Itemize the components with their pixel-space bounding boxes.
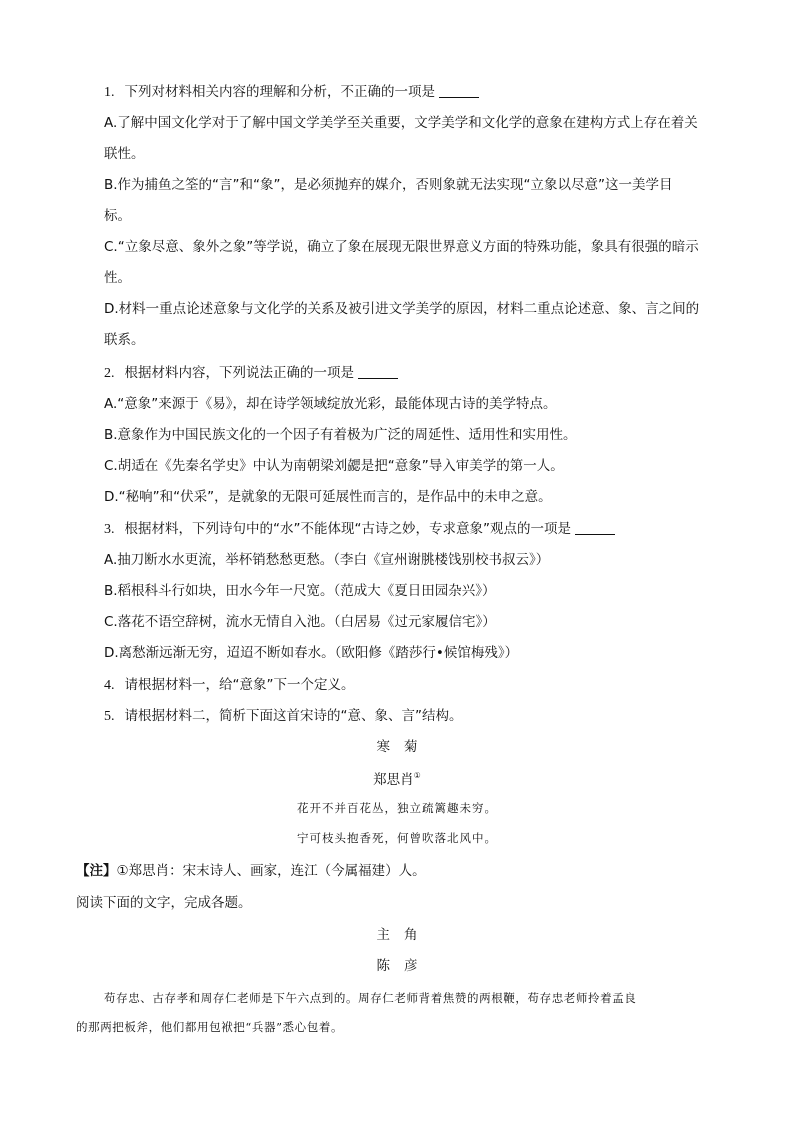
option-d-line-2: 联系。 xyxy=(104,332,145,348)
note-label: 【注】 xyxy=(76,863,117,879)
answer-blank[interactable] xyxy=(575,520,615,535)
story-paragraph-line-2: 的那两把板斧，他们都用包袱把“兵器”悉心包着。 xyxy=(76,1020,344,1034)
option-a: A.抽刀断水水更流，举杯销愁愁更愁。（李白《宣州谢朓楼饯别校书叔云》） xyxy=(104,552,550,568)
question-number: 4. xyxy=(104,678,115,693)
poem-author: 郑思肖① xyxy=(373,771,421,788)
answer-blank[interactable] xyxy=(358,364,398,379)
question-5-stem: 5. 请根据材料二，简析下面这首宋诗的“意、象、言”结构。 xyxy=(104,706,463,727)
question-4-stem: 4. 请根据材料一，给“意象”下一个定义。 xyxy=(104,675,355,696)
option-c: C.落花不语空辞树，流水无情自入池。（白居易《过元家履信宅》） xyxy=(104,614,496,630)
story-paragraph-line-1: 苟存忠、古存孝和周存仁老师是下午六点到的。周存仁老师背着焦赞的两根鞭，苟存忠老师拎着孟良 xyxy=(104,991,637,1005)
question-number: 1. xyxy=(104,85,115,100)
question-number: 2. xyxy=(104,366,115,381)
question-1-stem: 1. 下列对材料相关内容的理解和分析，不正确的一项是 xyxy=(104,82,479,103)
option-b: B.意象作为中国民族文化的一个因子有着极为广泛的周延性、适用性和实用性。 xyxy=(104,427,577,443)
option-d: D.离愁渐远渐无穷，迢迢不断如春水。（欧阳修《踏莎行•候馆梅残》） xyxy=(104,645,519,661)
footnote-marker[interactable]: ① xyxy=(413,771,421,780)
option-b: B.稻根科斗行如块，田水今年一尺宽。（范成大《夏日田园杂兴》） xyxy=(104,583,496,599)
question-2-stem: 2. 根据材料内容，下列说法正确的一项是 xyxy=(104,363,398,384)
option-b-line-1: B.作为捕鱼之筌的“言”和“象”，是必须抛弃的媒介，否则象就无法实现“立象以尽意”这一美学目 xyxy=(104,177,673,193)
option-d: D.“秘响”和“伏采”，是就象的无限可延展性而言的，是作品中的未申之意。 xyxy=(104,489,552,505)
footnote: 【注】①郑思肖：宋末诗人、画家，连江（今属福建）人。 xyxy=(76,863,426,879)
question-number: 5. xyxy=(104,709,115,724)
story-title: 主角 xyxy=(376,927,432,943)
option-b-line-2: 标。 xyxy=(104,208,131,224)
option-c: C.胡适在《先秦名学史》中认为南朝梁刘勰是把“意象”导入审美学的第一人。 xyxy=(104,458,564,474)
option-a-line-2: 联性。 xyxy=(104,146,145,162)
poem-title: 寒菊 xyxy=(376,739,432,755)
poem-line-2: 宁可枝头抱香死，何曾吹落北风中。 xyxy=(297,831,497,845)
option-c-line-2: 性。 xyxy=(104,270,131,286)
reading-instruction: 阅读下面的文字，完成各题。 xyxy=(76,895,252,911)
question-number: 3. xyxy=(104,522,115,537)
option-a-line-1: A.了解中国文化学对于了解中国文学美学至关重要，文学美学和文化学的意象在建构方式上存在着关 xyxy=(104,115,698,131)
option-d-line-1: D.材料一重点论述意象与文化学的关系及被引进文学美学的原因，材料二重点论述意、象、言之间的 xyxy=(104,301,700,317)
option-c-line-1: C.“立象尽意、象外之象”等学说，确立了象在展现无限世界意义方面的特殊功能，象具有很强的暗示 xyxy=(104,239,699,255)
option-a: A.“意象”来源于《易》，却在诗学领域绽放光彩，最能体现古诗的美学特点。 xyxy=(104,396,557,412)
story-author: 陈彦 xyxy=(376,958,432,974)
answer-blank[interactable] xyxy=(439,83,479,98)
question-3-stem: 3. 根据材料，下列诗句中的“水”不能体现“古诗之妙，专求意象”观点的一项是 xyxy=(104,519,615,540)
poem-line-1: 花开不并百花丛，独立疏篱趣未穷。 xyxy=(297,801,497,815)
